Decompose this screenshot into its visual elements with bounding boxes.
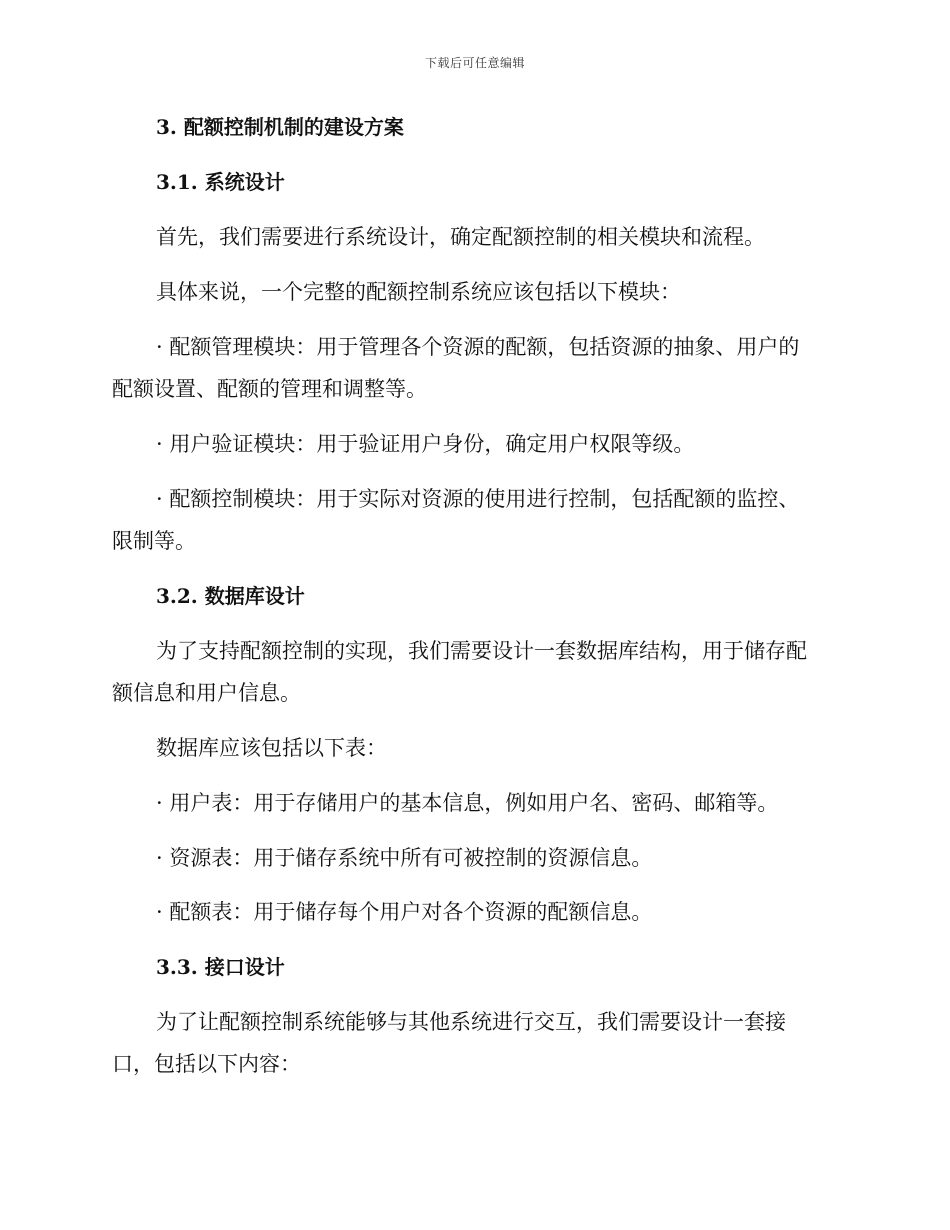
- subsection-heading-3-3: 3.3. 接口设计: [156, 955, 285, 979]
- paragraph-continuation: 额信息和用户信息。: [112, 681, 301, 705]
- table-list-item: · 配额表：用于储存每个用户对各个资源的配额信息。: [156, 900, 653, 924]
- page-header-note: 下载后可任意编辑: [424, 56, 525, 70]
- subsection-heading-3-1: 3.1. 系统设计: [156, 170, 285, 194]
- table-list-item: · 资源表：用于储存系统中所有可被控制的资源信息。: [156, 846, 653, 870]
- bullet-item-continuation: 配额设置、配额的管理和调整等。: [112, 377, 427, 401]
- subsection-heading-3-2: 3.2. 数据库设计: [156, 584, 305, 608]
- paragraph: 首先，我们需要进行系统设计，确定配额控制的相关模块和流程。: [156, 225, 765, 249]
- bullet-item: · 配额管理模块：用于管理各个资源的配额，包括资源的抽象、用户的: [156, 335, 800, 359]
- section-heading-3: 3. 配额控制机制的建设方案: [156, 115, 404, 139]
- paragraph-continuation: 口，包括以下内容：: [112, 1052, 301, 1076]
- paragraph: 具体来说，一个完整的配额控制系统应该包括以下模块：: [156, 280, 681, 304]
- bullet-item-continuation: 限制等。: [112, 529, 196, 553]
- paragraph: 为了让配额控制系统能够与其他系统进行交互，我们需要设计一套接: [156, 1010, 786, 1034]
- table-list-item: · 用户表：用于存储用户的基本信息，例如用户名、密码、邮箱等。: [156, 791, 779, 815]
- paragraph: 数据库应该包括以下表：: [156, 736, 387, 760]
- bullet-item: · 用户验证模块：用于验证用户身份，确定用户权限等级。: [156, 432, 695, 456]
- bullet-item: · 配额控制模块：用于实际对资源的使用进行控制，包括配额的监控、: [156, 487, 800, 511]
- paragraph: 为了支持配额控制的实现，我们需要设计一套数据库结构，用于储存配: [156, 639, 807, 663]
